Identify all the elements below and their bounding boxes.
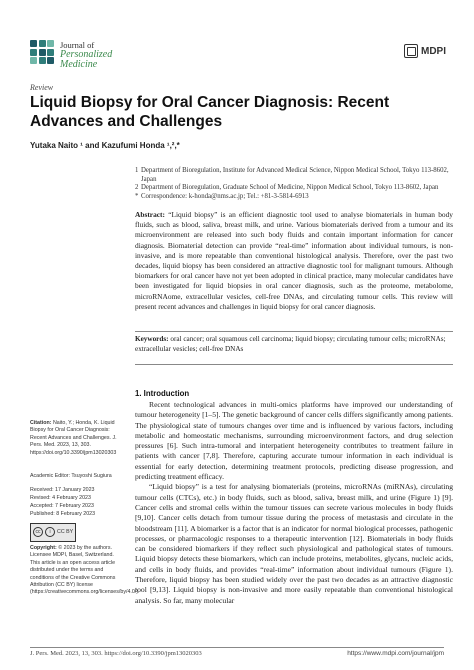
citation-text: Naito, Y.; Honda, K. Liquid Biopsy for Oral Cancer Diagnosis: Recent Advances and Challenges. J. Pers. Med. 2023, 13, 303. https://doi.org/10.3390/jpm13020303 [30,420,117,456]
license-badge[interactable] [30,523,125,542]
copyright-label: Copyright: [30,545,57,551]
paragraph: “Liquid biopsy” is a test for analysing biomaterials (proteins, microRNAs (miRNAs), circulating tumour cells (CTCs), etc.) in body fluids, such as blood, saliva, breast milk, and urine (Figure 1) [9]. Cancer cells and stromal cells within the tumour tissues can secrete various molecules in body fluids [9,10]. Cancer cells detach from tumour tissue during the process of metastasis and circulate in the bloodstream [11]. A biomarker is a factor that is an indicator for normal biological processes, pathogenic processes, or pharmacologic responses to a therapeutic intervention [12]. Biomaterials in body fluids can be considered biomarkers if they reflect such physiological and pathological states of tumours. Liquid biopsy detects these biomarkers, which can include proteins, metabolites, glycans, nucleic acids, and cells in body fluids, and provides “real-time” information about individual tumours (Figure 1). Therefore, liquid biopsy has been studied widely over the past two decades as an attractive diagnostic tool [9,13]. Liquid biopsy is non-invasive and more easily repeatable than conventional histological analysis. So far, many molecular [135,482,453,605]
mdpi-logo-icon [404,44,418,58]
received-date: Received: 17 January 2023 [30,487,95,493]
copyright-text: © 2023 by the authors. Licensee MDPI, Basel, Switzerland. This article is an open access article distributed under the terms and conditions of the Creative Commons Attribution (CC BY) license (https://creativecommons.org/licenses/by/4.0/). [30,545,140,596]
keywords-label: Keywords: [135,335,169,343]
citation-block[interactable] [30,420,125,457]
cc-icon: cc [33,527,43,537]
article-type: Review [30,83,54,92]
divider [135,331,453,332]
abstract-text: “Liquid biopsy” is an efficient diagnostic tool used to analyse biomaterials in human body fluids, such as blood, saliva, breast milk, and urine. Various biomaterials derived from a tumour and its microenvironment are released into such body fluids and contain important information for cancer diagnosis. Biomaterial detection can provide “real-time” information about individual tumours, is non-invasive, and is more repeatable than conventional histological analysis. Therefore, over the past two decades, liquid biopsy has been considered an attractive diagnostic tool for malignant tumours. Although biomarkers for oral cancer have not yet been adopted in clinical practice, many molecular candidates have been investigated for liquid biopsies in oral cancer diagnosis, such as the proteome, metabolome, microRNAome, extracellular vesicles, cell-free DNAs, and circulating tumour cells. This review will present recent advances and challenges in liquid biopsy for oral cancer diagnosis. [135,210,453,311]
license-label: CC BY [57,528,74,535]
paragraph: Recent technological advances in multi-omics platforms have improved our understanding of tumour heterogeneity [1–5]. The genetic background of cancer cells differs significantly among patients. The physiological state of tumours changes over time and is influenced by various factors, including metabolic and homeostatic mechanisms, surrounding microenvironment factors, and drug selection pressures [6]. Such intra-tumoral and interpatient heterogeneity contributes to treatment failure in patients with cancer [7,8]. Therefore, capturing accurate tumour information in each individual is essential for early detection, determining treatment protocols, predicting disease progression, and predicting treatment efficacy. [135,400,453,482]
affiliation-1: 1 Department of Bioregulation, Institute for Advanced Medical Science, Nippon Medical School, Tokyo 113-8602, Japan [135,167,449,183]
journal-title-line3: Medicine [60,59,98,70]
journal-title-line2: Personalized [60,49,113,60]
correspondence[interactable]: * Correspondence: k-honda@nms.ac.jp; Tel.: +81-3-5814-6913 [135,193,309,200]
article-title: Liquid Biopsy for Oral Cancer Diagnosis: Recent Advances and Challenges [30,94,390,130]
keywords [135,334,453,354]
journal-title[interactable] [60,40,112,70]
accepted-date: Accepted: 7 February 2023 [30,503,94,509]
journal-logo-icon [30,40,54,64]
abstract-label: Abstract: [135,210,165,219]
copyright-block [30,545,140,597]
footer-divider [30,647,444,648]
publisher-logo[interactable] [404,44,446,58]
published-date: Published: 8 February 2023 [30,511,96,517]
academic-editor: Academic Editor: Tsuyoshi Sugiura [30,473,112,479]
footer-journal-link[interactable]: https://www.mdpi.com/journal/jpm [347,650,444,657]
footer-citation[interactable]: J. Pers. Med. 2023, 13, 303. https://doi.org/10.3390/jpm13020303 [30,650,202,657]
divider [135,364,453,365]
citation-label: Citation: [30,420,52,426]
introduction-body [135,400,453,606]
keywords-text: oral cancer; oral squamous cell carcinoma; liquid biopsy; circulating tumour cells; microRNAs; extracellular vesicles; cell-free DNAs [135,335,446,353]
publisher-name: MDPI [421,45,446,57]
by-icon: i [45,527,55,537]
section-heading: 1. Introduction [135,389,190,398]
affiliation-2: 2 Department of Bioregulation, Graduate School of Medicine, Nippon Medical School, Tokyo 113-8602, Japan [135,184,439,191]
revised-date: Revised: 4 February 2023 [30,495,91,501]
abstract [135,210,453,312]
journal-title-line1: Journal of [60,40,95,50]
author-list: Yutaka Naito ¹ and Kazufumi Honda ¹,²,* [30,141,180,150]
